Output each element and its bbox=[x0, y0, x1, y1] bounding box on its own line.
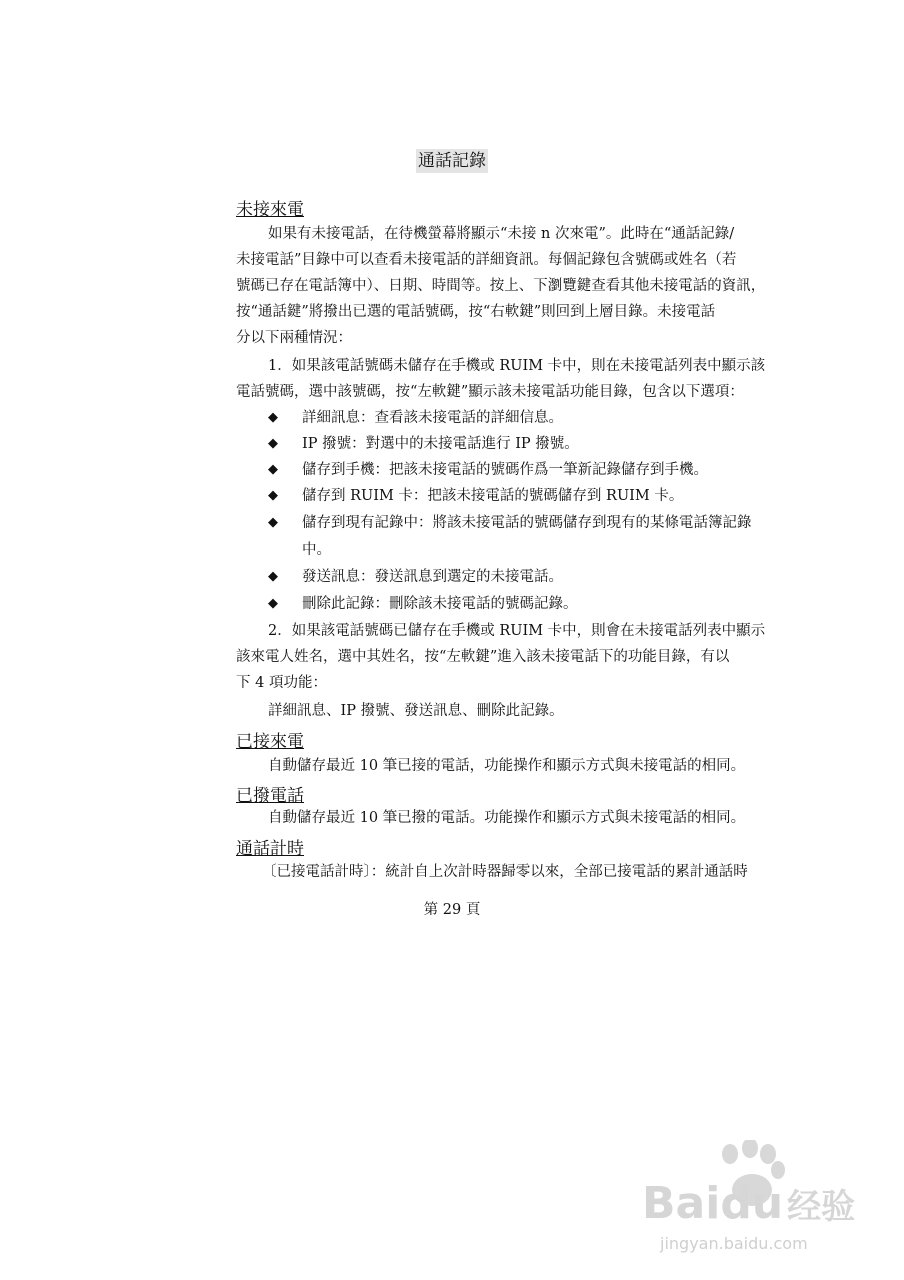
timer-text: 〔已接電話計時〕：統計自上次計時器歸零以來，全部已接電話的累計通話時 bbox=[262, 864, 748, 880]
received-text: 自動儲存最近 10 筆已接的電話，功能操作和顯示方式與未接電話的相同。 bbox=[268, 758, 746, 774]
case2-functions: 詳細訊息、IP 撥號、發送訊息、刪除此記錄。 bbox=[268, 703, 564, 719]
diamond-bullet-icon: ◆ bbox=[268, 569, 278, 584]
diamond-bullet-icon: ◆ bbox=[268, 488, 278, 503]
watermark-brand: Baidu 经验 bbox=[642, 1178, 856, 1229]
paragraph-line: 按“通話鍵”將撥出已選的電話號碼，按“右軟鍵”則回到上層目錄。未接電話 bbox=[236, 304, 716, 320]
baidu-jingyan-watermark bbox=[640, 1140, 870, 1270]
dialed-text: 自動儲存最近 10 筆已撥的電話。功能操作和顯示方式與未接電話的相同。 bbox=[268, 810, 746, 826]
diamond-bullet-icon: ◆ bbox=[268, 410, 278, 425]
case1-line: 1．如果該電話號碼未儲存在手機或 RUIM 卡中，則在未接電話列表中顯示該 bbox=[268, 358, 766, 374]
bullet-item: 發送訊息：發送訊息到選定的未接電話。 bbox=[302, 569, 563, 585]
page-number: 第 29 頁 bbox=[423, 902, 481, 918]
paragraph-line: 分以下兩種情況： bbox=[236, 330, 352, 346]
diamond-bullet-icon: ◆ bbox=[268, 436, 278, 451]
heading-dialed-calls: 已撥電話 bbox=[236, 786, 304, 806]
watermark-url: jingyan.baidu.com bbox=[660, 1234, 808, 1253]
bullet-item: 儲存到手機：把該未接電話的號碼作爲一筆新記錄儲存到手機。 bbox=[302, 462, 708, 478]
diamond-bullet-icon: ◆ bbox=[268, 462, 278, 477]
case1-line: 電話號碼，選中該號碼，按“左軟鍵”顯示該未接電話功能目錄，包含以下選項： bbox=[236, 384, 744, 400]
bullet-item: 儲存到 RUIM 卡：把該未接電話的號碼儲存到 RUIM 卡。 bbox=[302, 488, 684, 504]
paragraph-line: 未接電話”目錄中可以查看未接電話的詳細資訊。每個記錄包含號碼或姓名（若 bbox=[236, 252, 737, 268]
bullet-item: 儲存到現有記錄中：將該未接電話的號碼儲存到現有的某條電話簿記錄 bbox=[302, 515, 752, 531]
case2-line: 該來電人姓名，選中其姓名，按“左軟鍵”進入該未接電話下的功能目錄，有以 bbox=[236, 649, 730, 665]
case2-line: 2．如果該電話號碼已儲存在手機或 RUIM 卡中，則會在未接電話列表中顯示 bbox=[268, 623, 766, 639]
heading-missed-calls: 未接來電 bbox=[236, 200, 304, 220]
bullet-item: 刪除此記錄：刪除該未接電話的號碼記錄。 bbox=[302, 596, 578, 612]
heading-received-calls: 已接來電 bbox=[236, 732, 304, 752]
diamond-bullet-icon: ◆ bbox=[268, 596, 278, 611]
page-title: 通話記錄 bbox=[418, 151, 486, 171]
bullet-item-continuation: 中。 bbox=[302, 542, 331, 558]
bullet-item: 詳細訊息：查看該未接電話的詳細信息。 bbox=[302, 410, 563, 426]
bullet-item: IP 撥號：對選中的未接電話進行 IP 撥號。 bbox=[302, 436, 579, 452]
diamond-bullet-icon: ◆ bbox=[268, 515, 278, 530]
case2-line: 下 4 項功能： bbox=[236, 675, 327, 691]
heading-call-timer: 通話計時 bbox=[236, 839, 304, 859]
paragraph-line: 號碼已存在電話簿中）、日期、時間等。按上、下瀏覽鍵查看其他未接電話的資訊， bbox=[236, 278, 766, 294]
paragraph-line: 如果有未接電話，在待機螢幕將顯示“未接 n 次來電”。此時在“通話記錄/ bbox=[268, 226, 735, 242]
